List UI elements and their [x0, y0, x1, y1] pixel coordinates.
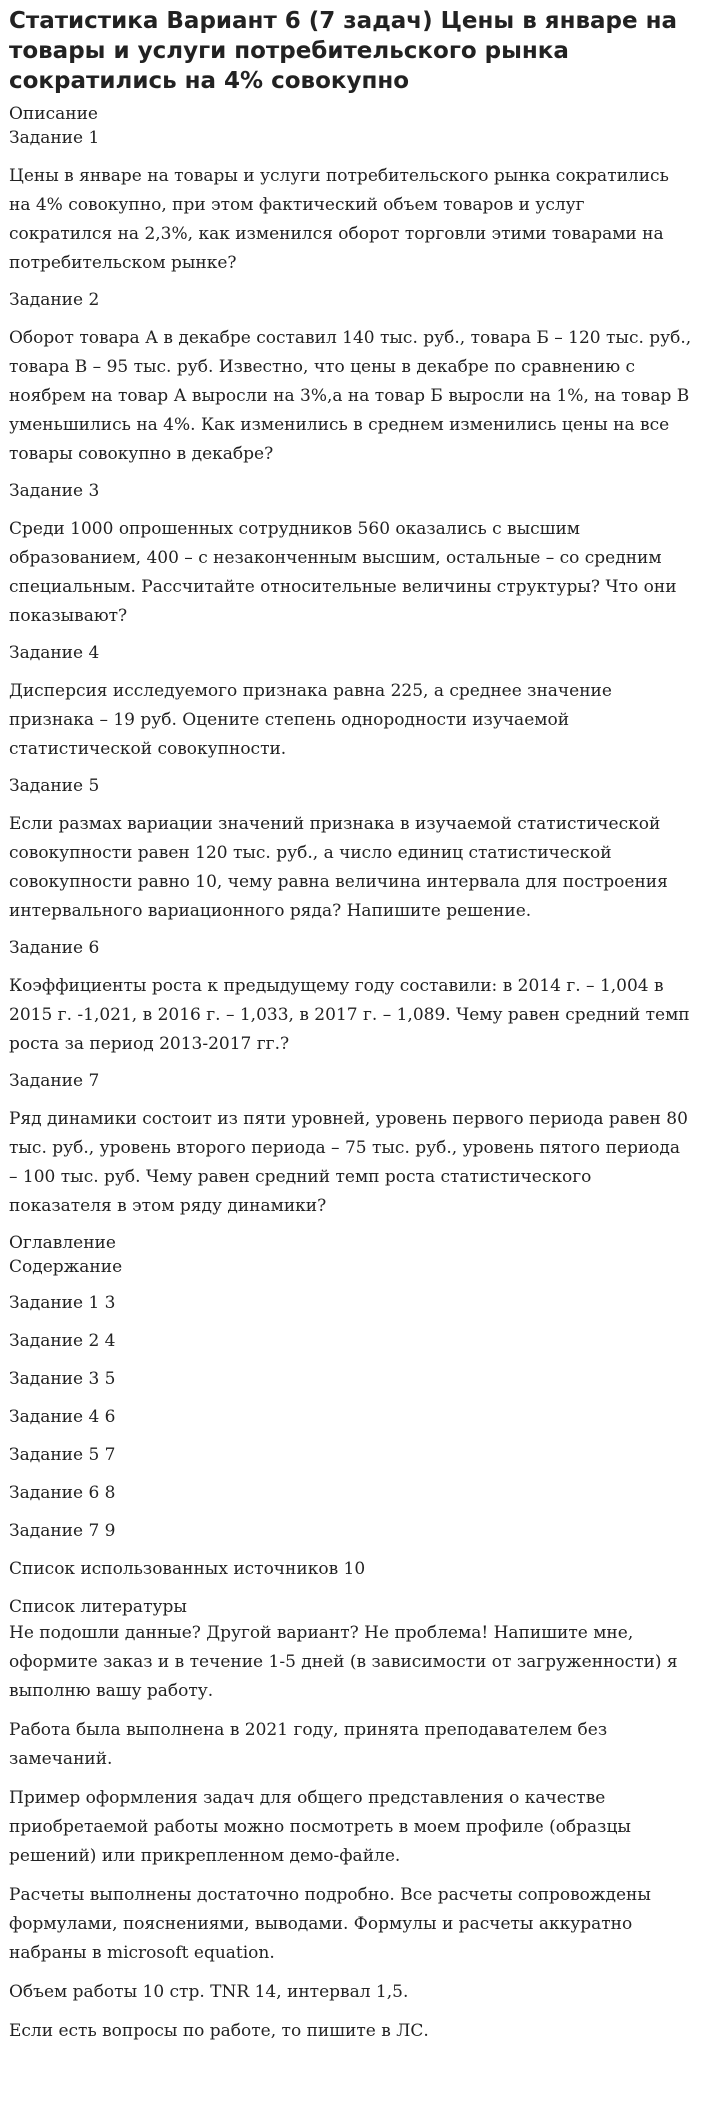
task-1-text: Цены в январе на товары и услуги потребительского рынка сократились на 4% совокупно, при этом фактический объем товаров и услуг сократился на 2,3%, как изменился оборот торговли этими товарами на потребительском рынке? [9, 166, 669, 273]
toc-label: Оглавление [9, 1233, 116, 1253]
footer-paragraph: Не подошли данные? Другой вариант? Не проблема! Напишите мне, оформите заказ и в течение 1-5 дней (в зависимости от загруженности) я выполню вашу работу. [9, 1623, 678, 1701]
task-5-text: Если размах вариации значений признака в изучаемой статистической совокупности равен 120 тыс. руб., а число единиц статистической совокупности равно 10, чему равна величина интервала для построения интервального вариационного ряда? Напишите решение. [9, 814, 668, 921]
task-2-heading: Задание 2 [9, 290, 100, 310]
toc-item: Список использованных источников 10 [9, 1559, 366, 1579]
task-6-heading: Задание 6 [9, 938, 100, 958]
task-1-heading: Задание 1 [9, 128, 100, 148]
task-4-text: Дисперсия исследуемого признака равна 225, а среднее значение признака – 19 руб. Оцените степень однородности изучаемой статистической совокупности. [9, 681, 612, 759]
task-7-text: Ряд динамики состоит из пяти уровней, уровень первого периода равен 80 тыс. руб., уровень второго периода – 75 тыс. руб., уровень пятого периода – 100 тыс. руб. Чему равен средний темп роста статистического показателя в этом ряду динамики? [9, 1109, 688, 1216]
footer-paragraph: Пример оформления задач для общего представления о качестве приобретаемой работы можно посмотреть в моем профиле (образцы решений) или прикрепленном демо-файле. [9, 1788, 631, 1866]
task-4-heading: Задание 4 [9, 643, 100, 663]
toc-item: Задание 5 7 [9, 1445, 116, 1465]
task-5-heading: Задание 5 [9, 776, 100, 796]
toc-item: Задание 3 5 [9, 1369, 116, 1389]
bibliography-label: Список литературы [9, 1597, 187, 1617]
contents-label: Содержание [9, 1257, 123, 1277]
footer-paragraph: Если есть вопросы по работе, то пишите в ЛС. [9, 2021, 429, 2041]
tasks-section [9, 126, 692, 1221]
toc-item: Задание 4 6 [9, 1407, 116, 1427]
task-7-heading: Задание 7 [9, 1071, 100, 1091]
page-title: Статистика Вариант 6 (7 задач) Цены в январе на товары и услуги потребительского рынка сократились на 4% совокупно [9, 8, 678, 94]
toc-item: Задание 2 4 [9, 1331, 116, 1351]
footer-paragraph: Объем работы 10 стр. TNR 14, интервал 1,5. [9, 1982, 409, 2002]
task-3-text: Среди 1000 опрошенных сотрудников 560 оказались с высшим образованием, 400 – с незаконченным высшим, остальные – со средним специальным. Рассчитайте относительные величины структуры? Что они показывают? [9, 519, 677, 626]
footer-paragraph: Работа была выполнена в 2021 году, принята преподавателем без замечаний. [9, 1720, 608, 1769]
toc-item: Задание 7 9 [9, 1521, 116, 1541]
table-of-contents [9, 1231, 692, 1581]
task-2-text: Оборот товара А в декабре составил 140 тыс. руб., товара Б – 120 тыс. руб., товара В – 95 тыс. руб. Известно, что цены в декабре по сравнению с ноябрем на товар А выросли на 3%,а на товар Б выросли на 1%, на товар В уменьшились на 4%. Как изменились в среднем изменились цены на все товары совокупно в декабре? [9, 328, 692, 464]
footer-notes [9, 1619, 692, 2046]
toc-item: Задание 1 3 [9, 1293, 116, 1313]
footer-paragraph: Расчеты выполнены достаточно подробно. Все расчеты сопровождены формулами, пояснениями, выводами. Формулы и расчеты аккуратно набраны в microsoft equation. [9, 1885, 651, 1963]
toc-item: Задание 6 8 [9, 1483, 116, 1503]
task-6-text: Коэффициенты роста к предыдущему году составили: в 2014 г. – 1,004 в 2015 г. -1,021, в 2016 г. – 1,033, в 2017 г. – 1,089. Чему равен средний темп роста за период 2013-2017 гг.? [9, 976, 690, 1054]
description-label: Описание [9, 104, 98, 124]
task-3-heading: Задание 3 [9, 481, 100, 501]
